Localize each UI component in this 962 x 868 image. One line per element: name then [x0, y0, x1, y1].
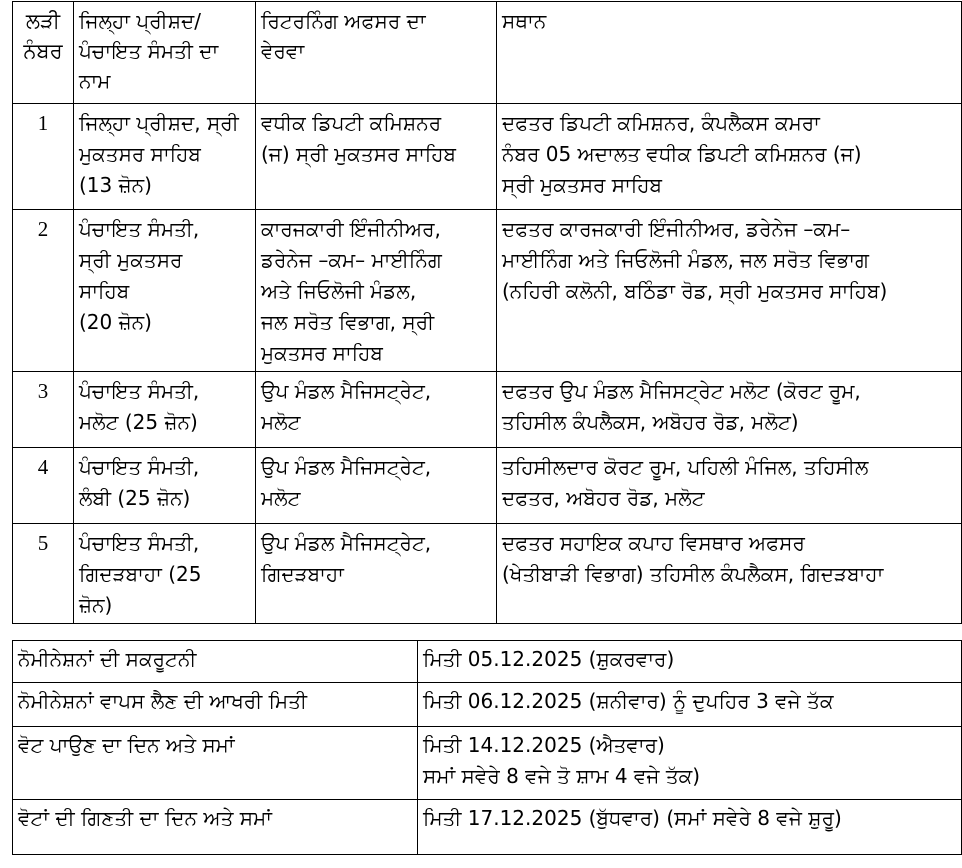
row-officer-line: ਮਲੋਟ	[261, 486, 301, 510]
row-name-line: (20 ਜ਼ੋਨ)	[79, 310, 152, 334]
row-name	[74, 448, 256, 524]
schedule-date-line: ਮਿਤੀ 06.12.2025 (ਸ਼ਨੀਵਾਰ) ਨੂੰ ਦੁਪਹਿਰ 3 ਵਜੇ ਤੱਕ	[423, 689, 834, 713]
schedule-event: ਨੋਮੀਨੇਸ਼ਨਾਂ ਦੀ ਸਕਰੂਟਨੀ	[13, 641, 418, 683]
header-name-line: ਜਿਲ੍ਹਾ ਪ੍ਰੀਸ਼ਦ/	[79, 9, 201, 33]
row-place	[497, 524, 962, 624]
row-place-line: ਨੰਬਰ 05 ਅਦਾਲਤ ਵਧੀਕ ਡਿਪਟੀ ਕਮਿਸ਼ਨਰ (ਜ)	[502, 142, 862, 166]
row-place	[497, 210, 962, 372]
row-officer	[256, 524, 497, 624]
schedule-row	[13, 683, 962, 727]
row-name-line: ਮੁਕਤਸਰ ਸਾਹਿਬ	[79, 142, 201, 166]
row-place-line: ਮਾਈਨਿੰਗ ਅਤੇ ਜਿਓਲੋਜੀ ਮੰਡਲ, ਜਲ ਸਰੋਤ ਵਿਭਾਗ	[502, 248, 869, 272]
header-place	[497, 2, 962, 104]
table-row	[13, 372, 962, 448]
row-place	[497, 104, 962, 210]
schedule-row	[13, 800, 962, 855]
schedule-date	[418, 727, 962, 800]
header-serial	[13, 2, 74, 104]
row-officer-line: ਡਰੇਨੇਜ –ਕਮ– ਮਾਈਨਿੰਗ	[261, 248, 442, 272]
header-name-line: ਨਾਮ	[79, 69, 111, 93]
row-serial: 3	[13, 372, 74, 448]
row-place-line: ਤਹਿਸੀਲਦਾਰ ਕੋਰਟ ਰੂਮ, ਪਹਿਲੀ ਮੰਜਿਲ, ਤਹਿਸੀਲ	[502, 455, 869, 479]
row-officer-line: (ਜ) ਸ੍ਰੀ ਮੁਕਤਸਰ ਸਾਹਿਬ	[261, 142, 457, 166]
row-serial: 1	[13, 104, 74, 210]
schedule-event: ਵੋਟਾਂ ਦੀ ਗਿਣਤੀ ਦਾ ਦਿਨ ਅਤੇ ਸਮਾਂ	[13, 800, 418, 855]
header-serial-line: ਲੜੀ	[25, 9, 61, 33]
row-officer	[256, 372, 497, 448]
schedule-row	[13, 641, 962, 683]
row-place-line: ਦਫਤਰ ਡਿਪਟੀ ਕਮਿਸ਼ਨਰ, ਕੰਪਲੈਕਸ ਕਮਰਾ	[502, 111, 820, 135]
table-row	[13, 448, 962, 524]
row-name-line: ਸਾਹਿਬ	[79, 279, 130, 303]
row-officer-line: ਜਲ ਸਰੋਤ ਵਿਭਾਗ, ਸ੍ਰੀ	[261, 310, 435, 334]
row-place-line: (ਨਹਿਰੀ ਕਲੋਨੀ, ਬਠਿੰਡਾ ਰੋਡ, ਸ੍ਰੀ ਮੁਕਤਸਰ ਸਾਹਿਬ)	[502, 279, 888, 303]
row-place-line: ਦਫਤਰ ਕਾਰਜਕਾਰੀ ਇੰਜੀਨੀਅਰ, ਡਰੇਨੇਜ –ਕਮ–	[502, 217, 851, 241]
row-name	[74, 524, 256, 624]
row-serial: 2	[13, 210, 74, 372]
header-serial-line: ਨੰਬਰ	[23, 39, 63, 63]
schedule-date-line: ਮਿਤੀ 05.12.2025 (ਸ਼ੁਕਰਵਾਰ)	[423, 647, 675, 671]
row-officer-line: ਮਲੋਟ	[261, 410, 301, 434]
schedule-event: ਵੋਟ ਪਾਉਣ ਦਾ ਦਿਨ ਅਤੇ ਸਮਾਂ	[13, 727, 418, 800]
row-place-line: ਤਹਿਸੀਲ ਕੰਪਲੈਕਸ, ਅਬੋਹਰ ਰੋਡ, ਮਲੋਟ)	[502, 410, 799, 434]
row-name	[74, 372, 256, 448]
header-officer-line: ਵੇਰਵਾ	[261, 39, 305, 63]
header-place-line: ਸਥਾਨ	[502, 9, 547, 33]
table-header-row	[13, 2, 962, 104]
row-serial: 5	[13, 524, 74, 624]
row-name	[74, 210, 256, 372]
header-name	[74, 2, 256, 104]
row-officer	[256, 104, 497, 210]
schedule-date-line: ਸਮਾਂ ਸਵੇਰੇ 8 ਵਜੇ ਤੋ ਸ਼ਾਮ 4 ਵਜੇ ਤੱਕ)	[423, 764, 701, 788]
row-name-line: ਗਿਦੜਬਾਹਾ (25	[79, 562, 202, 586]
schedule-row	[13, 727, 962, 800]
schedule-date	[418, 800, 962, 855]
row-place	[497, 448, 962, 524]
row-name-line: ਜਿਲ੍ਹਾ ਪ੍ਰੀਸ਼ਦ, ਸ੍ਰੀ	[79, 111, 239, 135]
row-officer-line: ਗਿਦੜਬਾਹਾ	[261, 562, 344, 586]
row-name-line: ਲੰਬੀ (25 ਜ਼ੋਨ)	[79, 486, 191, 510]
schedule-date	[418, 683, 962, 727]
header-name-line: ਪੰਚਾਇਤ ਸੰਮਤੀ ਦਾ	[79, 39, 219, 63]
row-name-line: ਪੰਚਾਇਤ ਸੰਮਤੀ,	[79, 531, 200, 555]
row-officer-line: ਉਪ ਮੰਡਲ ਮੈਜਿਸਟ੍ਰੇਟ,	[261, 379, 432, 403]
schedule-event: ਨੋਮੀਨੇਸ਼ਨਾਂ ਵਾਪਸ ਲੈਣ ਦੀ ਆਖਰੀ ਮਿਤੀ	[13, 683, 418, 727]
row-place-line: ਦਫਤਰ, ਅਬੋਹਰ ਰੋਡ, ਮਲੋਟ	[502, 486, 705, 510]
row-name-line: ਪੰਚਾਇਤ ਸੰਮਤੀ,	[79, 379, 200, 403]
table-row	[13, 524, 962, 624]
row-name-line: ਪੰਚਾਇਤ ਸੰਮਤੀ,	[79, 455, 200, 479]
row-officer-line: ਵਧੀਕ ਡਿਪਟੀ ਕਮਿਸ਼ਨਰ	[261, 111, 442, 135]
header-officer	[256, 2, 497, 104]
row-place-line: (ਖੇਤੀਬਾੜੀ ਵਿਭਾਗ) ਤਹਿਸੀਲ ਕੰਪਲੈਕਸ, ਗਿਦੜਬਾਹਾ	[502, 562, 884, 586]
schedule-date	[418, 641, 962, 683]
row-officer-line: ਕਾਰਜਕਾਰੀ ਇੰਜੀਨੀਅਰ,	[261, 217, 441, 241]
row-place	[497, 372, 962, 448]
row-place-line: ਸ੍ਰੀ ਮੁਕਤਸਰ ਸਾਹਿਬ	[502, 173, 663, 197]
row-name-line: ਸ੍ਰੀ ਮੁਕਤਸਰ	[79, 248, 183, 272]
row-name-line: ਮਲੋਟ (25 ਜ਼ੋਨ)	[79, 410, 198, 434]
schedule-date-line: ਮਿਤੀ 14.12.2025 (ਐਤਵਾਰ)	[423, 733, 665, 757]
row-name-line: ਪੰਚਾਇਤ ਸੰਮਤੀ,	[79, 217, 200, 241]
row-officer-line: ਅਤੇ ਜਿਓਲੋਜੀ ਮੰਡਲ,	[261, 279, 417, 303]
row-place-line: ਦਫਤਰ ਸਹਾਇਕ ਕਪਾਹ ਵਿਸਥਾਰ ਅਫਸਰ	[502, 531, 805, 555]
row-name	[74, 104, 256, 210]
row-officer	[256, 210, 497, 372]
table-row	[13, 210, 962, 372]
row-officer	[256, 448, 497, 524]
row-name-line: ਜ਼ੋਨ)	[79, 593, 113, 617]
table-row	[13, 104, 962, 210]
row-officer-line: ਮੁਕਤਸਰ ਸਾਹਿਬ	[261, 341, 383, 365]
header-officer-line: ਰਿਟਰਨਿੰਗ ਅਫਸਰ ਦਾ	[261, 9, 426, 33]
row-place-line: ਦਫਤਰ ਉਪ ਮੰਡਲ ਮੈਜਿਸਟ੍ਰੇਟ ਮਲੋਟ (ਕੋਰਟ ਰੂਮ,	[502, 379, 861, 403]
row-name-line: (13 ਜ਼ੋਨ)	[79, 173, 152, 197]
returning-officers-table	[12, 1, 962, 624]
row-serial: 4	[13, 448, 74, 524]
row-officer-line: ਉਪ ਮੰਡਲ ਮੈਜਿਸਟ੍ਰੇਟ,	[261, 531, 432, 555]
election-schedule-table	[12, 640, 962, 855]
schedule-date-line: ਮਿਤੀ 17.12.2025 (ਬੁੱਧਵਾਰ) (ਸਮਾਂ ਸਵੇਰੇ 8 ਵਜੇ ਸ਼ੁਰੂ)	[423, 806, 842, 830]
row-officer-line: ਉਪ ਮੰਡਲ ਮੈਜਿਸਟ੍ਰੇਟ,	[261, 455, 432, 479]
